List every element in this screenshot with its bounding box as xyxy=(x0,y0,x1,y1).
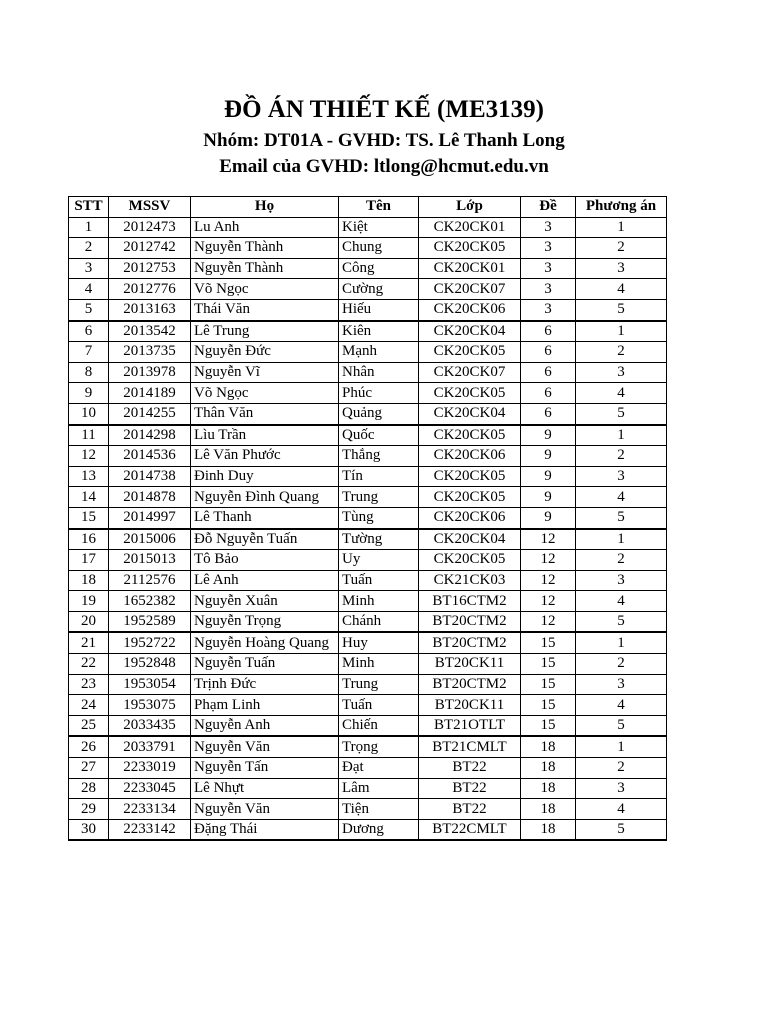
cell-lop: CK20CK01 xyxy=(419,217,521,238)
cell-phuong-an: 1 xyxy=(576,321,667,342)
cell-stt: 8 xyxy=(69,362,109,383)
cell-ten: Tiện xyxy=(339,799,419,820)
cell-ten: Công xyxy=(339,258,419,279)
cell-lop: CK20CK05 xyxy=(419,238,521,259)
cell-lop: BT22CMLT xyxy=(419,819,521,840)
cell-stt: 9 xyxy=(69,383,109,404)
cell-mssv: 2012776 xyxy=(109,279,191,300)
cell-ten: Mạnh xyxy=(339,342,419,363)
cell-ho: Lê Văn Phước xyxy=(191,446,339,467)
cell-lop: CK20CK04 xyxy=(419,529,521,550)
cell-phuong-an: 5 xyxy=(576,819,667,840)
cell-de: 18 xyxy=(521,736,576,757)
cell-ho: Nguyễn Xuân xyxy=(191,591,339,612)
cell-stt: 1 xyxy=(69,217,109,238)
cell-ho: Phạm Linh xyxy=(191,695,339,716)
table-row xyxy=(69,403,667,424)
cell-phuong-an: 1 xyxy=(576,632,667,653)
cell-ten: Tường xyxy=(339,529,419,550)
table-row xyxy=(69,715,667,736)
cell-ten: Kiệt xyxy=(339,217,419,238)
table-row xyxy=(69,819,667,840)
cell-de: 9 xyxy=(521,425,576,446)
cell-lop: CK20CK05 xyxy=(419,550,521,571)
cell-stt: 13 xyxy=(69,466,109,487)
cell-stt: 24 xyxy=(69,695,109,716)
cell-stt: 4 xyxy=(69,279,109,300)
cell-lop: CK20CK04 xyxy=(419,321,521,342)
cell-ten: Tín xyxy=(339,466,419,487)
cell-stt: 2 xyxy=(69,238,109,259)
table-row xyxy=(69,570,667,591)
cell-stt: 14 xyxy=(69,487,109,508)
cell-stt: 21 xyxy=(69,632,109,653)
cell-ho: Lìu Trần xyxy=(191,425,339,446)
cell-de: 15 xyxy=(521,715,576,736)
cell-de: 12 xyxy=(521,550,576,571)
cell-ho: Đặng Thái xyxy=(191,819,339,840)
cell-lop: BT20CTM2 xyxy=(419,632,521,653)
cell-ho: Tô Bảo xyxy=(191,550,339,571)
cell-mssv: 2014298 xyxy=(109,425,191,446)
cell-phuong-an: 4 xyxy=(576,279,667,300)
cell-lop: CK21CK03 xyxy=(419,570,521,591)
cell-ten: Hiếu xyxy=(339,299,419,320)
table-row xyxy=(69,425,667,446)
cell-de: 3 xyxy=(521,299,576,320)
cell-mssv: 2014997 xyxy=(109,507,191,528)
cell-ho: Nguyễn Vĩ xyxy=(191,362,339,383)
cell-ten: Quảng xyxy=(339,403,419,424)
table-row xyxy=(69,695,667,716)
cell-phuong-an: 2 xyxy=(576,342,667,363)
cell-stt: 29 xyxy=(69,799,109,820)
cell-ten: Chiến xyxy=(339,715,419,736)
cell-mssv: 1953075 xyxy=(109,695,191,716)
cell-ho: Trịnh Đức xyxy=(191,674,339,695)
cell-lop: CK20CK07 xyxy=(419,279,521,300)
cell-mssv: 2012753 xyxy=(109,258,191,279)
cell-stt: 6 xyxy=(69,321,109,342)
table-row xyxy=(69,529,667,550)
cell-phuong-an: 3 xyxy=(576,674,667,695)
cell-phuong-an: 4 xyxy=(576,591,667,612)
cell-stt: 28 xyxy=(69,778,109,799)
cell-mssv: 2014255 xyxy=(109,403,191,424)
cell-de: 12 xyxy=(521,611,576,632)
cell-lop: CK20CK05 xyxy=(419,383,521,404)
cell-ho: Lu Anh xyxy=(191,217,339,238)
cell-ho: Đinh Duy xyxy=(191,466,339,487)
cell-lop: BT22 xyxy=(419,758,521,779)
table-row xyxy=(69,279,667,300)
column-header-lop: Lớp xyxy=(419,197,521,218)
cell-lop: BT22 xyxy=(419,778,521,799)
cell-mssv: 2014189 xyxy=(109,383,191,404)
cell-phuong-an: 3 xyxy=(576,362,667,383)
cell-de: 9 xyxy=(521,466,576,487)
cell-lop: BT20CK11 xyxy=(419,695,521,716)
table-row xyxy=(69,217,667,238)
cell-mssv: 2015006 xyxy=(109,529,191,550)
cell-mssv: 1953054 xyxy=(109,674,191,695)
cell-de: 15 xyxy=(521,632,576,653)
cell-ten: Minh xyxy=(339,591,419,612)
cell-de: 3 xyxy=(521,217,576,238)
cell-phuong-an: 2 xyxy=(576,238,667,259)
cell-ho: Võ Ngọc xyxy=(191,279,339,300)
cell-ten: Cường xyxy=(339,279,419,300)
cell-ho: Thân Văn xyxy=(191,403,339,424)
cell-lop: BT22 xyxy=(419,799,521,820)
cell-stt: 19 xyxy=(69,591,109,612)
table-row xyxy=(69,654,667,675)
cell-de: 12 xyxy=(521,529,576,550)
cell-ho: Đỗ Nguyễn Tuấn xyxy=(191,529,339,550)
table-row xyxy=(69,466,667,487)
cell-stt: 20 xyxy=(69,611,109,632)
cell-stt: 12 xyxy=(69,446,109,467)
cell-mssv: 1952722 xyxy=(109,632,191,653)
cell-ho: Nguyễn Văn xyxy=(191,799,339,820)
table-row xyxy=(69,238,667,259)
cell-stt: 3 xyxy=(69,258,109,279)
cell-stt: 26 xyxy=(69,736,109,757)
table-row xyxy=(69,258,667,279)
cell-de: 18 xyxy=(521,799,576,820)
cell-ho: Thái Văn xyxy=(191,299,339,320)
table-row xyxy=(69,299,667,320)
cell-lop: BT21CMLT xyxy=(419,736,521,757)
cell-mssv: 2013978 xyxy=(109,362,191,383)
cell-lop: BT20CK11 xyxy=(419,654,521,675)
cell-mssv: 2233045 xyxy=(109,778,191,799)
cell-ho: Nguyễn Trọng xyxy=(191,611,339,632)
cell-de: 15 xyxy=(521,654,576,675)
cell-lop: CK20CK04 xyxy=(419,403,521,424)
cell-lop: BT20CTM2 xyxy=(419,611,521,632)
cell-ten: Trung xyxy=(339,674,419,695)
cell-ten: Uy xyxy=(339,550,419,571)
cell-mssv: 2233019 xyxy=(109,758,191,779)
column-header-phuong-an: Phương án xyxy=(576,197,667,218)
cell-ten: Tùng xyxy=(339,507,419,528)
table-row xyxy=(69,632,667,653)
cell-mssv: 1652382 xyxy=(109,591,191,612)
cell-lop: BT20CTM2 xyxy=(419,674,521,695)
table-row xyxy=(69,383,667,404)
cell-de: 12 xyxy=(521,591,576,612)
cell-mssv: 2233134 xyxy=(109,799,191,820)
cell-ten: Chánh xyxy=(339,611,419,632)
cell-ho: Lê Trung xyxy=(191,321,339,342)
cell-ten: Tuấn xyxy=(339,570,419,591)
cell-mssv: 2014738 xyxy=(109,466,191,487)
cell-ten: Trọng xyxy=(339,736,419,757)
cell-mssv: 2013163 xyxy=(109,299,191,320)
cell-lop: BT16CTM2 xyxy=(419,591,521,612)
cell-stt: 18 xyxy=(69,570,109,591)
cell-ho: Nguyễn Đình Quang xyxy=(191,487,339,508)
cell-ten: Kiên xyxy=(339,321,419,342)
cell-phuong-an: 3 xyxy=(576,570,667,591)
table-row xyxy=(69,321,667,342)
cell-de: 9 xyxy=(521,507,576,528)
cell-phuong-an: 4 xyxy=(576,487,667,508)
cell-ho: Nguyễn Anh xyxy=(191,715,339,736)
cell-ten: Tuấn xyxy=(339,695,419,716)
cell-lop: CK20CK05 xyxy=(419,425,521,446)
table-row xyxy=(69,591,667,612)
cell-lop: CK20CK05 xyxy=(419,487,521,508)
column-header-stt: STT xyxy=(69,197,109,218)
table-row xyxy=(69,758,667,779)
cell-mssv: 2012742 xyxy=(109,238,191,259)
cell-mssv: 2013735 xyxy=(109,342,191,363)
cell-phuong-an: 1 xyxy=(576,425,667,446)
cell-ten: Huy xyxy=(339,632,419,653)
cell-lop: CK20CK06 xyxy=(419,299,521,320)
cell-mssv: 1952589 xyxy=(109,611,191,632)
table-row xyxy=(69,736,667,757)
cell-stt: 23 xyxy=(69,674,109,695)
cell-lop: CK20CK05 xyxy=(419,466,521,487)
cell-stt: 15 xyxy=(69,507,109,528)
cell-stt: 22 xyxy=(69,654,109,675)
cell-phuong-an: 2 xyxy=(576,550,667,571)
cell-phuong-an: 4 xyxy=(576,695,667,716)
cell-phuong-an: 2 xyxy=(576,654,667,675)
cell-stt: 11 xyxy=(69,425,109,446)
cell-phuong-an: 5 xyxy=(576,403,667,424)
cell-lop: CK20CK06 xyxy=(419,507,521,528)
cell-de: 18 xyxy=(521,819,576,840)
cell-ten: Trung xyxy=(339,487,419,508)
cell-de: 6 xyxy=(521,342,576,363)
column-header-ten: Tên xyxy=(339,197,419,218)
column-header-mssv: MSSV xyxy=(109,197,191,218)
cell-phuong-an: 3 xyxy=(576,466,667,487)
cell-mssv: 2014536 xyxy=(109,446,191,467)
cell-mssv: 2112576 xyxy=(109,570,191,591)
table-row xyxy=(69,799,667,820)
table-header-row xyxy=(69,197,667,218)
cell-ho: Nguyễn Văn xyxy=(191,736,339,757)
cell-de: 15 xyxy=(521,674,576,695)
cell-ho: Nguyễn Đức xyxy=(191,342,339,363)
cell-stt: 17 xyxy=(69,550,109,571)
cell-de: 6 xyxy=(521,383,576,404)
cell-mssv: 2233142 xyxy=(109,819,191,840)
cell-mssv: 1952848 xyxy=(109,654,191,675)
cell-stt: 27 xyxy=(69,758,109,779)
table-row xyxy=(69,507,667,528)
email-line: Email của GVHD: ltlong@hcmut.edu.vn xyxy=(219,156,549,177)
cell-phuong-an: 2 xyxy=(576,446,667,467)
table-row xyxy=(69,362,667,383)
cell-ten: Phúc xyxy=(339,383,419,404)
cell-stt: 30 xyxy=(69,819,109,840)
cell-ten: Dương xyxy=(339,819,419,840)
cell-mssv: 2033435 xyxy=(109,715,191,736)
cell-stt: 5 xyxy=(69,299,109,320)
cell-stt: 16 xyxy=(69,529,109,550)
column-header-ho: Họ xyxy=(191,197,339,218)
cell-de: 3 xyxy=(521,238,576,259)
document-title: ĐỒ ÁN THIẾT KẾ (ME3139) xyxy=(224,96,544,123)
cell-mssv: 2013542 xyxy=(109,321,191,342)
cell-ho: Lê Anh xyxy=(191,570,339,591)
cell-phuong-an: 5 xyxy=(576,507,667,528)
cell-ho: Nguyễn Tuấn xyxy=(191,654,339,675)
table-row xyxy=(69,674,667,695)
table-row xyxy=(69,487,667,508)
cell-de: 15 xyxy=(521,695,576,716)
cell-ho: Nguyễn Thành xyxy=(191,258,339,279)
cell-lop: CK20CK07 xyxy=(419,362,521,383)
cell-ten: Chung xyxy=(339,238,419,259)
cell-stt: 25 xyxy=(69,715,109,736)
cell-mssv: 2012473 xyxy=(109,217,191,238)
cell-de: 9 xyxy=(521,487,576,508)
student-table xyxy=(68,196,667,841)
cell-phuong-an: 5 xyxy=(576,611,667,632)
column-header-de: Đề xyxy=(521,197,576,218)
cell-lop: CK20CK06 xyxy=(419,446,521,467)
cell-de: 3 xyxy=(521,279,576,300)
cell-lop: BT21OTLT xyxy=(419,715,521,736)
cell-phuong-an: 4 xyxy=(576,799,667,820)
cell-ho: Nguyễn Hoàng Quang xyxy=(191,632,339,653)
table-row xyxy=(69,611,667,632)
cell-de: 9 xyxy=(521,446,576,467)
table-body xyxy=(69,217,667,840)
cell-de: 3 xyxy=(521,258,576,279)
cell-mssv: 2015013 xyxy=(109,550,191,571)
cell-lop: CK20CK05 xyxy=(419,342,521,363)
cell-lop: CK20CK01 xyxy=(419,258,521,279)
cell-ho: Võ Ngọc xyxy=(191,383,339,404)
cell-ten: Thắng xyxy=(339,446,419,467)
cell-de: 6 xyxy=(521,321,576,342)
cell-de: 6 xyxy=(521,362,576,383)
cell-mssv: 2014878 xyxy=(109,487,191,508)
document-header xyxy=(0,92,768,180)
cell-mssv: 2033791 xyxy=(109,736,191,757)
cell-ten: Nhân xyxy=(339,362,419,383)
group-line: Nhóm: DT01A - GVHD: TS. Lê Thanh Long xyxy=(203,130,565,151)
cell-ho: Nguyễn Tấn xyxy=(191,758,339,779)
cell-phuong-an: 3 xyxy=(576,258,667,279)
cell-phuong-an: 3 xyxy=(576,778,667,799)
cell-ho: Lê Thanh xyxy=(191,507,339,528)
cell-phuong-an: 2 xyxy=(576,758,667,779)
cell-de: 18 xyxy=(521,758,576,779)
table-row xyxy=(69,342,667,363)
cell-ho: Nguyễn Thành xyxy=(191,238,339,259)
table-row xyxy=(69,778,667,799)
cell-phuong-an: 5 xyxy=(576,299,667,320)
cell-ho: Lê Nhựt xyxy=(191,778,339,799)
cell-ten: Lâm xyxy=(339,778,419,799)
cell-de: 18 xyxy=(521,778,576,799)
cell-phuong-an: 4 xyxy=(576,383,667,404)
cell-ten: Quốc xyxy=(339,425,419,446)
cell-phuong-an: 1 xyxy=(576,217,667,238)
cell-stt: 7 xyxy=(69,342,109,363)
cell-ten: Minh xyxy=(339,654,419,675)
table-row xyxy=(69,446,667,467)
cell-de: 6 xyxy=(521,403,576,424)
cell-de: 12 xyxy=(521,570,576,591)
cell-phuong-an: 5 xyxy=(576,715,667,736)
cell-phuong-an: 1 xyxy=(576,529,667,550)
cell-phuong-an: 1 xyxy=(576,736,667,757)
table-row xyxy=(69,550,667,571)
cell-stt: 10 xyxy=(69,403,109,424)
cell-ten: Đạt xyxy=(339,758,419,779)
